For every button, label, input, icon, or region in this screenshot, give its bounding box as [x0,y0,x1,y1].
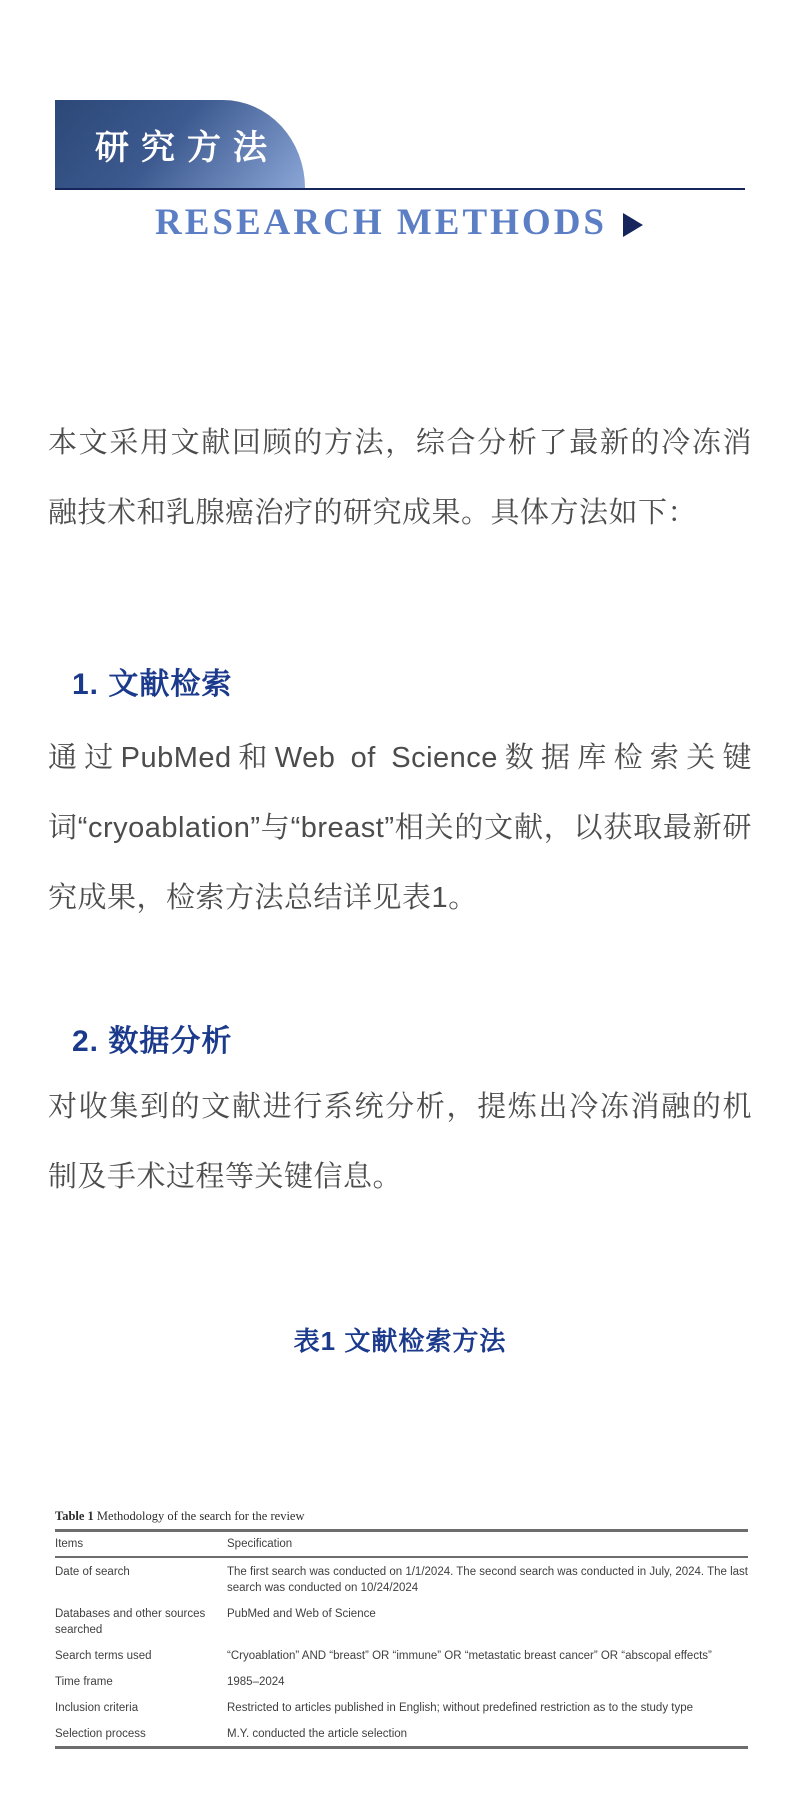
row-item: Inclusion criteria [55,1702,139,1714]
row-item: Selection process [55,1728,146,1740]
row-spec: The first search was conducted on 1/1/2024. The second search was conducted in July, 2024. The last search was conducted on 10/24/2024 [227,1566,749,1594]
section-2-paragraph: 对收集到的文献进行系统分析，提炼出冷冻消融的机制及手术过程等关键信息。 [48,1091,752,1193]
table-body [55,1529,748,1749]
section-1-paragraph: 通过PubMed和Web of Science数据库检索关键词“cryoablation”与“breast”相关的文献，以获取最新研究成果，检索方法总结详见表1。 [48,742,752,914]
table-caption-text: Methodology of the search for the review [93,1509,305,1523]
header-rule [55,188,745,190]
row-item: Databases and other sources searched [55,1608,206,1636]
intro-paragraph: 本文采用文献回顾的方法，综合分析了最新的冷冻消融技术和乳腺癌治疗的研究成果。具体方法如下： [48,427,752,529]
col-header-specification: Specification [227,1538,293,1550]
banner-title: 研究方法 [95,129,279,167]
table-caption-en [55,1508,748,1524]
table-row [55,1670,748,1694]
section-banner [55,100,305,188]
row-spec: “Cryoablation” AND “breast” OR “immune” OR “metastatic breast cancer” OR “abscopal effects” [227,1650,712,1662]
row-spec: PubMed and Web of Science [227,1608,376,1620]
subtitle-row [0,196,800,248]
col-header-items: Items [55,1538,84,1550]
table-header-row [55,1529,748,1558]
row-item: Search terms used [55,1650,152,1662]
row-item: Time frame [55,1676,113,1688]
row-spec: M.Y. conducted the article selection [227,1728,408,1740]
right-triangle-icon [623,213,643,237]
table-row [55,1644,748,1668]
table-row [55,1560,748,1600]
section-subtitle-en: RESEARCH METHODS [155,201,607,243]
section-2-heading: 2. 数据分析 [72,1025,233,1058]
methods-table [55,1508,748,1749]
table-caption-label: Table 1 [55,1509,94,1523]
table-row [55,1602,748,1642]
row-spec: Restricted to articles published in English; without predefined restriction as to the study type [227,1702,693,1714]
row-item: Date of search [55,1566,130,1578]
section-1-heading: 1. 文献检索 [72,668,233,701]
table-caption-cn: 表1 文献检索方法 [293,1326,507,1356]
row-spec: 1985–2024 [227,1676,285,1688]
table-row [55,1696,748,1720]
article-content [0,248,800,1359]
table-row [55,1722,748,1746]
